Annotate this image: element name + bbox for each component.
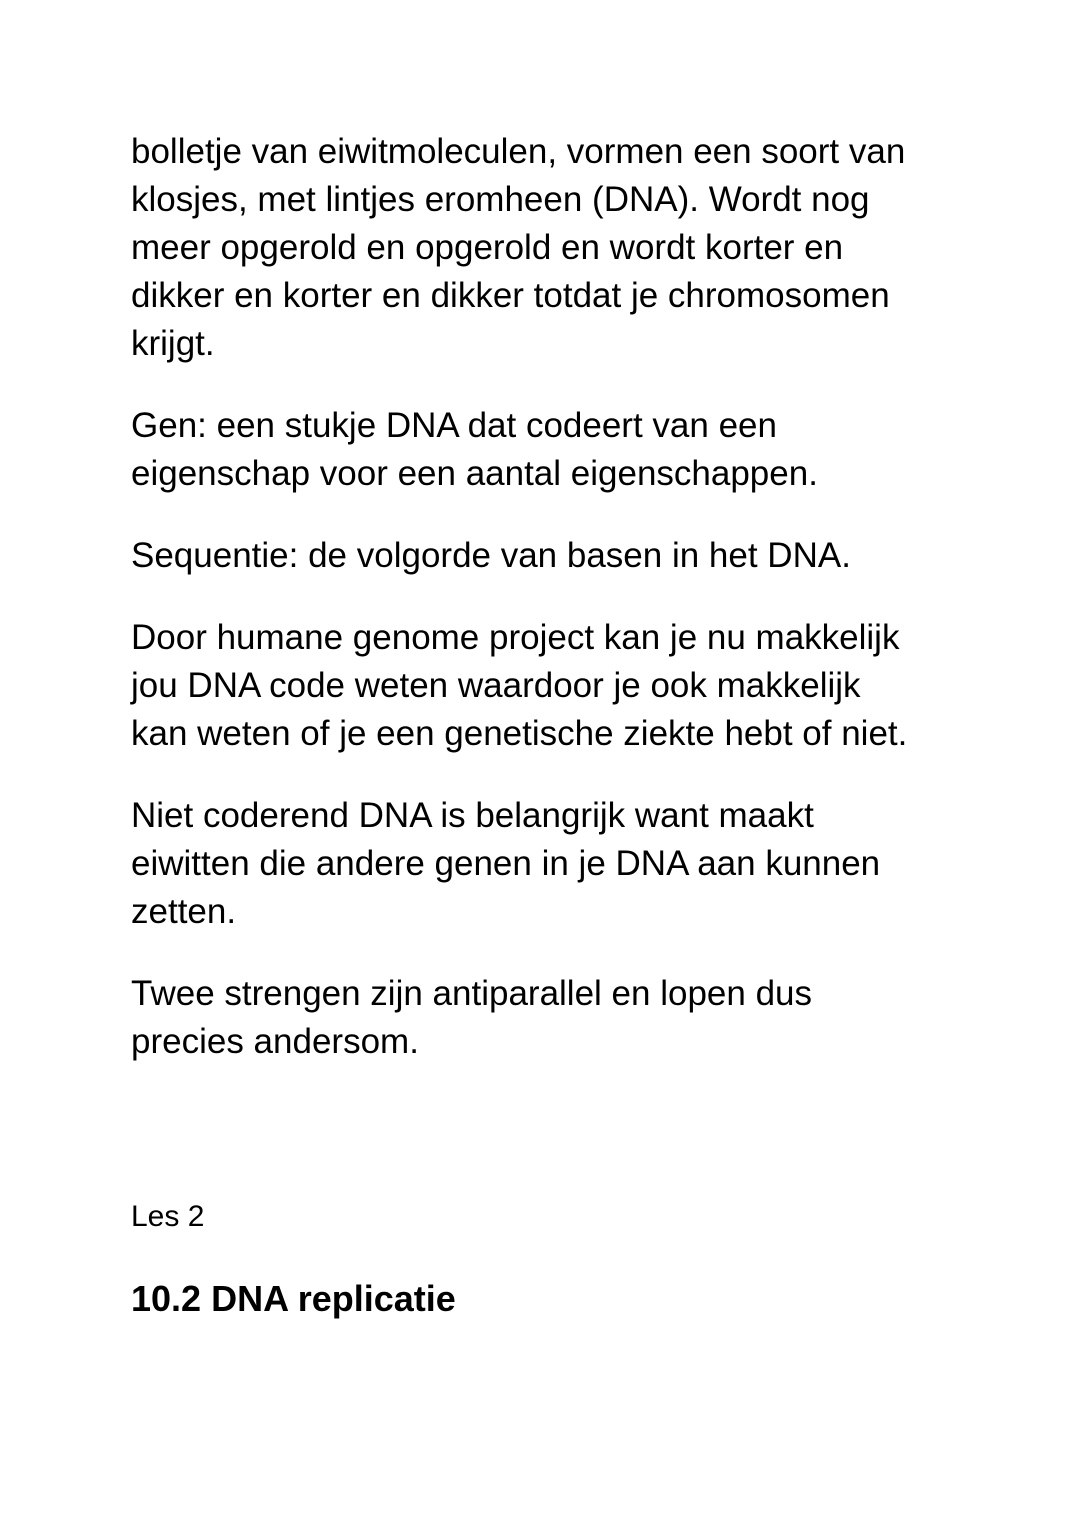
text-line: meer opgerold en opgerold en wordt korter en: [131, 228, 844, 267]
text-line: Sequentie: de volgorde van basen in het DNA.: [131, 536, 851, 575]
lesson-label: Les 2: [131, 1200, 205, 1233]
paragraph-gen-definition: [131, 402, 961, 498]
document-body: [131, 128, 961, 1100]
paragraph-antiparallel-strands: [131, 970, 961, 1066]
text-line: kan weten of je een genetische ziekte hebt of niet.: [131, 714, 908, 753]
paragraph-chromatin-coiling: [131, 128, 961, 368]
text-line: Niet coderend DNA is belangrijk want maakt: [131, 796, 814, 835]
text-line: Twee strengen zijn antiparallel en lopen dus: [131, 974, 812, 1013]
text-line: zetten.: [131, 892, 237, 931]
text-line: krijgt.: [131, 324, 215, 363]
text-line: Door humane genome project kan je nu makkelijk: [131, 618, 900, 657]
paragraph-sequentie-definition: [131, 532, 961, 580]
paragraph-human-genome-project: [131, 614, 961, 758]
text-line: jou DNA code weten waardoor je ook makkelijk: [131, 666, 861, 705]
text-line: Gen: een stukje DNA dat codeert van een: [131, 406, 777, 445]
text-line: klosjes, met lintjes eromheen (DNA). Wordt nog: [131, 180, 870, 219]
text-line: eiwitten die andere genen in je DNA aan kunnen: [131, 844, 881, 883]
text-line: precies andersom.: [131, 1022, 419, 1061]
text-line: eigenschap voor een aantal eigenschappen.: [131, 454, 818, 493]
text-line: dikker en korter en dikker totdat je chromosomen: [131, 276, 890, 315]
paragraph-non-coding-dna: [131, 792, 961, 936]
section-heading: 10.2 DNA replicatie: [131, 1278, 456, 1319]
text-line: bolletje van eiwitmoleculen, vormen een soort van: [131, 132, 906, 171]
